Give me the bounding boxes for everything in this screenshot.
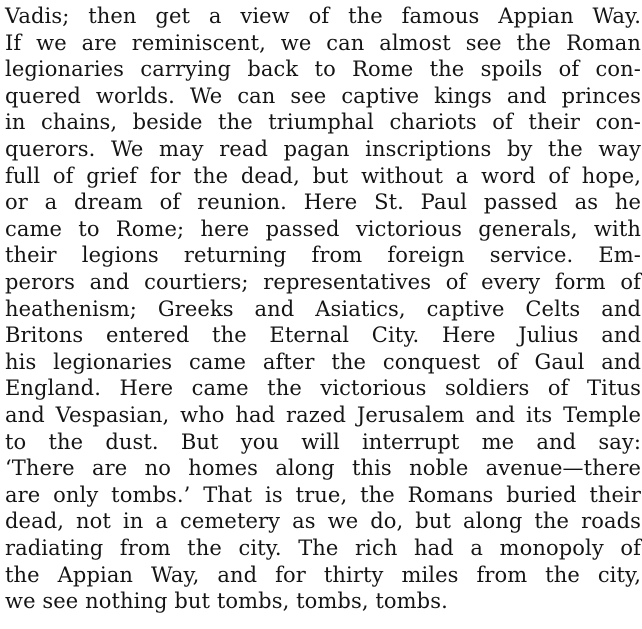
text-line: the Appian Way, and for thirty miles from the city,	[5, 562, 641, 587]
text-line: England. Here came the victorious soldiers of Titus	[5, 376, 641, 401]
text-line: legionaries carrying back to Rome the spoils of con-	[5, 57, 641, 82]
text-line: are only tombs.’ That is true, the Romans buried their	[5, 482, 641, 507]
text-line: quered worlds. We can see captive kings and princes	[5, 83, 641, 108]
text-line: perors and courtiers; representatives of every form of	[5, 270, 641, 294]
text-line: Vadis; then get a view of the famous Appian Way.	[5, 4, 641, 28]
text-line: his legionaries came after the conquest of Gaul and	[5, 349, 641, 374]
text-line: heathenism; Greeks and Asiatics, captive Celts and	[5, 296, 641, 321]
text-line: came to Rome; here passed victorious generals, with	[5, 216, 641, 241]
document-page	[5, 3, 641, 627]
text-line: dead, not in a cemetery as we do, but along the roads	[5, 509, 641, 534]
text-line: Britons entered the Eternal City. Here Julius and	[5, 323, 641, 348]
text-line: If we are reminiscent, we can almost see the Roman	[5, 30, 641, 55]
text-line: their legions returning from foreign service. Em-	[5, 243, 641, 268]
text-line: radiating from the city. The rich had a monopoly of	[5, 536, 641, 560]
text-line: in chains, beside the triumphal chariots of their con-	[5, 110, 641, 135]
text-line: full of grief for the dead, but without a word of hope,	[5, 163, 641, 188]
text-line: to the dust. But you will interrupt me and say:	[5, 429, 641, 454]
text-line: querors. We may read pagan inscriptions by the way	[5, 137, 641, 161]
text-line-last: we see nothing but tombs, tombs, tombs.	[5, 589, 448, 614]
text-line: ‘There are no homes along this noble avenue—there	[5, 456, 641, 481]
text-line: and Vespasian, who had razed Jerusalem and its Temple	[5, 403, 641, 427]
text-line: or a dream of reunion. Here St. Paul passed as he	[5, 190, 641, 215]
